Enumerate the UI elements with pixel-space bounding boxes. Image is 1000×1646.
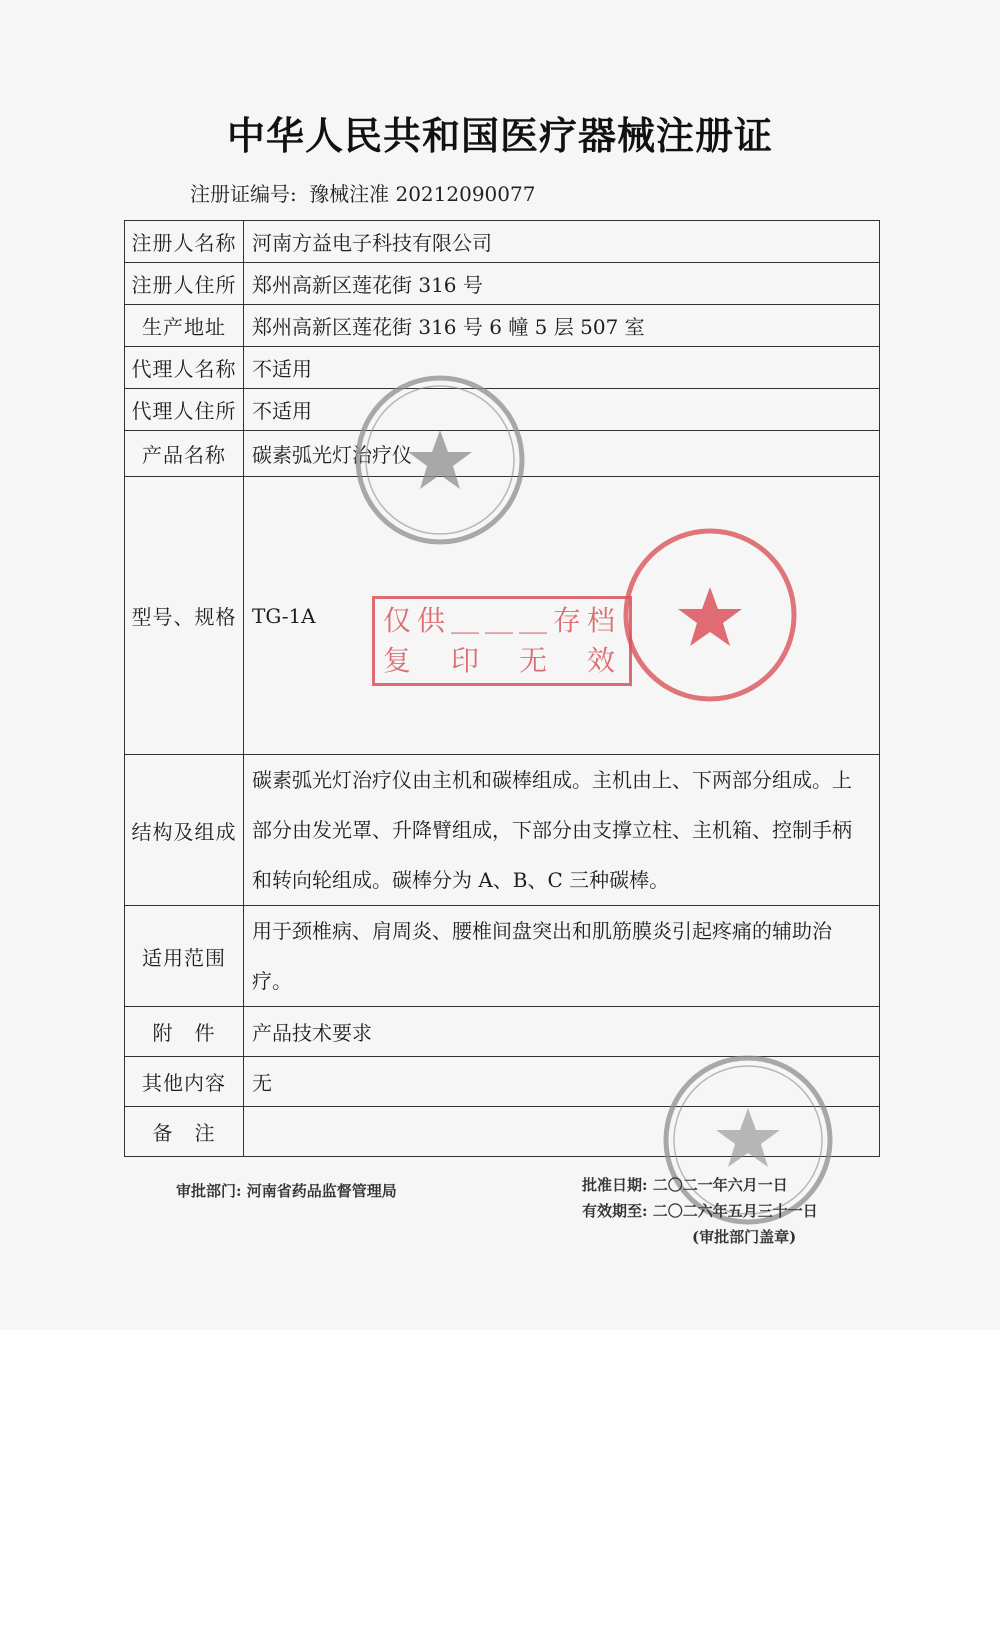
row-value: 碳素弧光灯治疗仪 [244,431,880,477]
seal-note: (审批部门盖章) [692,1228,797,1246]
row-label: 结构及组成 [125,755,244,906]
table-row [125,221,880,263]
stamp-line-1: 仅供＿＿＿存档 [383,604,622,637]
row-label: 代理人住所 [125,389,244,431]
row-value: 无 [244,1057,880,1107]
company-seal-icon [620,525,800,705]
row-label: 其他内容 [125,1057,244,1107]
row-label: 生产地址 [125,305,244,347]
cert-no-label: 注册证编号: [190,182,297,206]
certificate-number [190,178,541,207]
row-label: 备 注 [125,1107,244,1157]
table-row [125,305,880,347]
approval-department: 审批部门: 河南省药品监督管理局 [176,1182,397,1200]
row-value: 产品技术要求 [244,1007,880,1057]
stamp-line-2: 复 印 无 效 [383,644,622,677]
row-label: 适用范围 [125,906,244,1007]
row-label: 注册人名称 [125,221,244,263]
row-value: 用于颈椎病、肩周炎、腰椎间盘突出和肌筋膜炎引起疼痛的辅助治疗。 [244,906,880,1007]
row-value: 碳素弧光灯治疗仪由主机和碳棒组成。主机由上、下两部分组成。上部分由发光罩、升降臂组成，下部分由支撑立柱、主机箱、控制手柄和转向轮组成。碳棒分为 A、B、C 三种碳棒。 [244,755,880,906]
row-value: 郑州高新区莲花街 316 号 [244,263,880,305]
table-row [125,263,880,305]
row-value: 不适用 [244,347,880,389]
row-label: 注册人住所 [125,263,244,305]
copy-invalid-stamp [372,596,632,686]
approval-date: 批准日期: 二〇二一年六月一日 [582,1176,788,1194]
table-row [125,755,880,906]
row-label: 型号、规格 [125,477,244,755]
agency-seal-upper-icon [352,372,528,548]
row-label: 代理人名称 [125,347,244,389]
row-label: 产品名称 [125,431,244,477]
document-title: 中华人民共和国医疗器械注册证 [226,113,773,158]
row-value: TG-1A [244,477,880,755]
cert-no-value: 豫械注准 20212090077 [309,182,536,206]
table-row [125,1007,880,1057]
row-value: 不适用 [244,389,880,431]
row-label: 附 件 [125,1007,244,1057]
table-row [125,906,880,1007]
row-value: 郑州高新区莲花街 316 号 6 幢 5 层 507 室 [244,305,880,347]
approval-dates [582,1172,818,1250]
valid-until-date: 有效期至: 二〇二六年五月三十一日 [582,1202,818,1220]
row-value: 河南方益电子科技有限公司 [244,221,880,263]
